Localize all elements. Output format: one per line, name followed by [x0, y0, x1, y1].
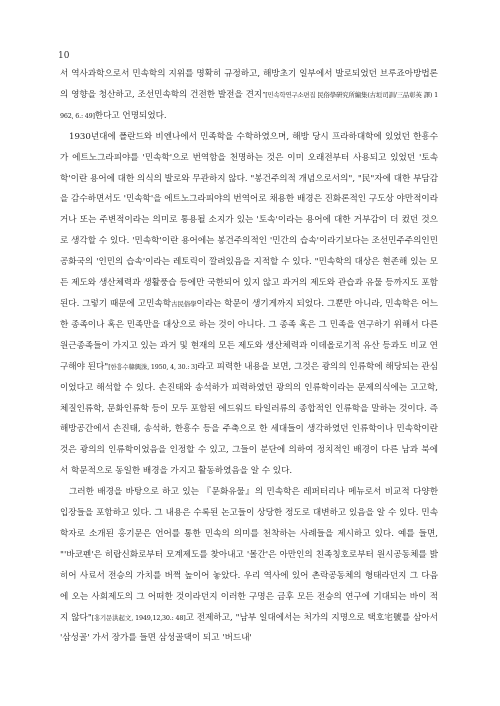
citation-text: ”[민속학연구소편집 民俗學硏究所編集(古垣司訓/三品彰英 譯) 1962, 6.: 49] [60, 90, 438, 120]
paragraph-text: 한다고 언명되었다. [94, 110, 167, 121]
paragraph-text: 1930년대에 폴란드와 비엔나에서 민족학을 수학하였으며, 해방 당시 프라하대학에 있었던 한흥수가 에트노그라피야를 '민속학'으로 번역함을 천명하는 것은 이미 오래전부터 사용되고 있었던 '토속학'이란 용어에 대한 의식의 발로와 무관하지 않다. "봉건주의적 개념으로서의", "民"자에 대한 부담감을 감수하면서도 '민속학'을 에트노그라피야의 번역어로 채용한 배경은 진화론적인 구도상 야만적이라거나 또는 주변적이라는 의미로 통용될 소지가 있는 '토속'이라는 용어에 대한 거부감이 더 컸던 것으로 생각할 수 있다. '민속학'이란 용어에는 봉건주의적인 '민간의 습속'이라기보다는 조선민주주의인민공화국의 '인민의 습속'이라는 레토릭이 깔려있음을 지적할 수 있다. "민속학의 대상은 현존해 있는 모든 제도와 생산체력과 생활풍습 등에만 국한되어 있지 않고 과거의 제도와 관습과 유물 등까지도 포함된다. 그렇기 때문에 고민속학 [60, 131, 438, 309]
citation-text: [홍기문洪起文, 1949,12,30.: 48] [91, 613, 186, 622]
paragraph-text: 그러한 배경을 바탕으로 하고 있는 『문화유물』의 민속학은 레퍼터리나 메뉴로서 비교적 다양한 입장들을 포함하고 있다. 그 내용은 수록된 논고들이 상당한 정도로 대변하고 있음을 알 수 있다. 민속학자로 소개된 홍기문은 언어를 통한 민속의 의미를 천착하는 사례들을 제시하고 있다. 예를 들면, "'바코펜'은 히랍신화로부터 모계제도를 찾아내고 '몰간'은 아만인의 친족칭호로부터 원시공동체를 밝히어 사료서 전승의 가치를 버쩍 높이어 놓았다. 우리 역사에 있어 촌락공동체의 형태라던지 그 다음에 오는 사회제도의 그 어떠한 것이라던지 이러한 구명은 금후 모든 전승의 연구에 기대되는 바이 적지 않다" [60, 487, 438, 623]
paragraph [60, 64, 438, 127]
paragraph-text: 라고 피력한 내용을 보면, 그것은 광의의 인류학에 해당되는 관심이었다고 해석할 수 있다. 손진태와 송석하가 피력하였던 광의의 인류학이라는 문제의식에는 고고학, 체질인류학, 문화인류학 등이 모두 포함된 에드워드 타일러류의 종합적인 인류학을 말하는 것이다. 즉 해방공간에서 손진태, 송석하, 한흥수 등을 주축으로 한 세대들이 생각하였던 인류학이나 민속학이란 것은 광의의 인류학이었음을 인정할 수 있고, 그들이 분단에 의하여 정치적인 배경이 다른 남과 북에서 학문적으로 동일한 배경을 가지고 활동하였음을 알 수 있다. [60, 361, 438, 477]
citation-text: 古民俗學 [171, 299, 197, 308]
body-text [60, 64, 438, 649]
paragraph [60, 482, 438, 649]
paragraph-text: 고 전제하고, "남부 일대에서는 처가의 지명으로 택호宅號를 삼아서 '삼성골' 가서 장가를 들면 삼성골댁이 되고 '버드내' [60, 612, 438, 644]
citation-text: [한흥수韓興洙, 1950, 4, 30.: 3] [108, 362, 198, 371]
paragraph-text: 이라는 학문이 생기게까지 되었다. 그뿐만 아니라, 민속학은 어느 한 종족이나 혹은 민족만을 대상으로 하는 것이 아니다. 그 종족 혹은 그 민족을 연구하기 위해서 다른 원근종족들이 가지고 있는 과거 및 현재의 모든 제도와 생산체력과 이데올로기적 유산 등과도 비교 연구해야 된다" [60, 298, 438, 372]
page-number: 10 [58, 51, 70, 61]
paragraph-text: 서 역사과학으로서 민속학의 지위를 명확히 규정하고, 해방초기 일부에서 발로되었던 브루죠아방법론의 영향을 청산하고, 조선민속학의 건전한 발전을 견지 [60, 69, 438, 100]
paragraph [60, 127, 438, 482]
